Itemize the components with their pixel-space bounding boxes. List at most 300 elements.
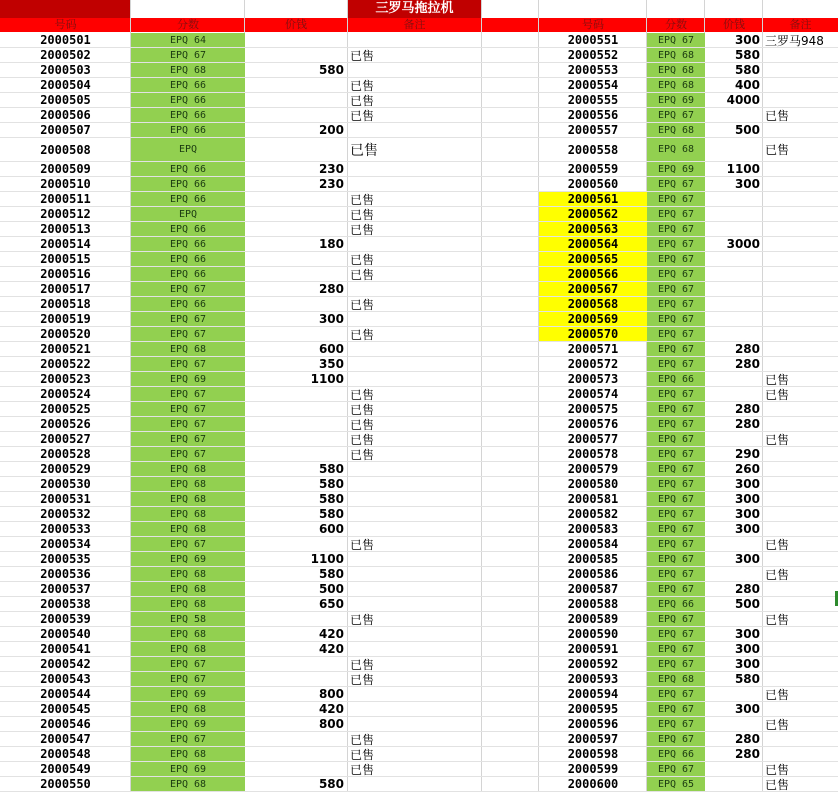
right-score-cell[interactable]: EPQ 67 bbox=[647, 357, 705, 371]
left-note-cell[interactable] bbox=[350, 342, 480, 356]
left-score-cell[interactable]: EPQ 68 bbox=[131, 627, 245, 641]
left-score-cell[interactable]: EPQ 68 bbox=[131, 777, 245, 791]
right-price-cell[interactable] bbox=[705, 717, 763, 731]
left-id-cell[interactable]: 2000505 bbox=[40, 93, 91, 107]
right-note-cell[interactable] bbox=[765, 417, 838, 431]
header-price-right[interactable]: 价钱 bbox=[723, 18, 745, 31]
left-price-cell[interactable]: 650 bbox=[318, 597, 344, 611]
right-id-cell[interactable]: 2000572 bbox=[567, 357, 619, 371]
right-id-cell[interactable]: 2000554 bbox=[567, 78, 619, 92]
left-score-cell[interactable]: EPQ 68 bbox=[131, 507, 245, 521]
right-price-cell[interactable]: 280 bbox=[734, 747, 760, 761]
left-price-cell[interactable]: 800 bbox=[318, 687, 344, 701]
left-note-cell[interactable]: 已售 bbox=[350, 207, 375, 221]
right-id-cell[interactable]: 2000587 bbox=[567, 582, 619, 596]
right-id-cell[interactable]: 2000567 bbox=[539, 282, 647, 296]
right-id-cell[interactable]: 2000565 bbox=[539, 252, 647, 266]
right-score-cell[interactable]: EPQ 67 bbox=[647, 657, 705, 671]
right-price-cell[interactable]: 580 bbox=[734, 63, 760, 77]
right-id-cell[interactable]: 2000598 bbox=[567, 747, 619, 761]
right-price-cell[interactable] bbox=[705, 387, 763, 401]
left-id-cell[interactable]: 2000514 bbox=[40, 237, 91, 251]
right-score-cell[interactable]: EPQ 67 bbox=[647, 267, 705, 281]
left-score-cell[interactable]: EPQ 69 bbox=[131, 762, 245, 776]
left-price-cell[interactable] bbox=[245, 327, 347, 341]
right-price-cell[interactable]: 300 bbox=[734, 522, 760, 536]
right-note-cell[interactable]: 三罗马948 bbox=[765, 33, 824, 47]
right-score-cell[interactable]: EPQ 67 bbox=[647, 207, 705, 221]
left-id-cell[interactable]: 2000527 bbox=[40, 432, 91, 446]
header-note-right[interactable]: 备注 bbox=[789, 18, 812, 31]
left-price-cell[interactable] bbox=[245, 417, 347, 431]
left-note-cell[interactable] bbox=[350, 312, 480, 326]
right-price-cell[interactable]: 280 bbox=[734, 342, 760, 356]
right-price-cell[interactable] bbox=[705, 777, 763, 791]
right-id-cell[interactable]: 2000600 bbox=[567, 777, 619, 791]
right-score-cell[interactable]: EPQ 67 bbox=[647, 687, 705, 701]
right-id-cell[interactable]: 2000595 bbox=[567, 702, 619, 716]
left-id-cell[interactable]: 2000520 bbox=[40, 327, 91, 341]
left-note-cell[interactable]: 已售 bbox=[350, 537, 375, 551]
right-id-cell[interactable]: 2000559 bbox=[567, 162, 619, 176]
right-note-cell[interactable] bbox=[765, 282, 838, 296]
left-score-cell[interactable]: EPQ 68 bbox=[131, 642, 245, 656]
right-score-cell[interactable]: EPQ 67 bbox=[647, 717, 705, 731]
left-score-cell[interactable]: EPQ 68 bbox=[131, 747, 245, 761]
right-note-cell[interactable]: 已售 bbox=[765, 567, 790, 581]
right-price-cell[interactable] bbox=[705, 108, 763, 122]
right-score-cell[interactable]: EPQ 67 bbox=[647, 612, 705, 626]
left-price-cell[interactable]: 200 bbox=[318, 123, 344, 137]
right-price-cell[interactable] bbox=[705, 297, 763, 311]
left-price-cell[interactable] bbox=[245, 192, 347, 206]
left-id-cell[interactable]: 2000502 bbox=[40, 48, 91, 62]
left-id-cell[interactable]: 2000537 bbox=[40, 582, 91, 596]
right-note-cell[interactable]: 已售 bbox=[765, 432, 790, 446]
right-score-cell[interactable]: EPQ 68 bbox=[647, 48, 705, 62]
right-price-cell[interactable]: 580 bbox=[734, 672, 760, 686]
left-id-cell[interactable]: 2000512 bbox=[40, 207, 91, 221]
right-note-cell[interactable] bbox=[765, 732, 838, 746]
right-price-cell[interactable]: 280 bbox=[734, 402, 760, 416]
right-id-cell[interactable]: 2000574 bbox=[567, 387, 619, 401]
left-price-cell[interactable]: 350 bbox=[318, 357, 344, 371]
right-score-cell[interactable]: EPQ 67 bbox=[647, 762, 705, 776]
right-id-cell[interactable]: 2000553 bbox=[567, 63, 619, 77]
header-note-left[interactable]: 备注 bbox=[403, 18, 426, 31]
left-note-cell[interactable] bbox=[350, 123, 480, 137]
left-id-cell[interactable]: 2000531 bbox=[40, 492, 91, 506]
right-price-cell[interactable]: 300 bbox=[734, 657, 760, 671]
left-price-cell[interactable] bbox=[245, 33, 347, 47]
right-price-cell[interactable]: 1100 bbox=[726, 162, 760, 176]
right-price-cell[interactable] bbox=[705, 282, 763, 296]
left-id-cell[interactable]: 2000521 bbox=[40, 342, 91, 356]
right-note-cell[interactable] bbox=[765, 93, 838, 107]
left-score-cell[interactable]: EPQ 64 bbox=[131, 33, 245, 47]
left-note-cell[interactable]: 已售 bbox=[350, 297, 375, 311]
right-score-cell[interactable]: EPQ 68 bbox=[647, 672, 705, 686]
right-note-cell[interactable] bbox=[765, 462, 838, 476]
right-price-cell[interactable]: 500 bbox=[734, 123, 760, 137]
right-note-cell[interactable] bbox=[765, 357, 838, 371]
left-id-cell[interactable]: 2000503 bbox=[40, 63, 91, 77]
right-id-cell[interactable]: 2000569 bbox=[539, 312, 647, 326]
right-id-cell[interactable]: 2000592 bbox=[567, 657, 619, 671]
right-id-cell[interactable]: 2000591 bbox=[567, 642, 619, 656]
left-score-cell[interactable]: EPQ 68 bbox=[131, 477, 245, 491]
left-id-cell[interactable]: 2000519 bbox=[40, 312, 91, 326]
right-id-cell[interactable]: 2000570 bbox=[539, 327, 647, 341]
header-id-right[interactable]: 号码 bbox=[582, 18, 604, 31]
right-price-cell[interactable] bbox=[705, 432, 763, 446]
left-id-cell[interactable]: 2000547 bbox=[40, 732, 91, 746]
right-id-cell[interactable]: 2000551 bbox=[567, 33, 619, 47]
left-id-cell[interactable]: 2000550 bbox=[40, 777, 91, 791]
left-note-cell[interactable]: 已售 bbox=[350, 432, 375, 446]
right-price-cell[interactable]: 300 bbox=[734, 552, 760, 566]
left-price-cell[interactable]: 180 bbox=[318, 237, 344, 251]
left-price-cell[interactable]: 230 bbox=[318, 162, 344, 176]
right-note-cell[interactable] bbox=[765, 267, 838, 281]
left-note-cell[interactable]: 已售 bbox=[350, 402, 375, 416]
right-score-cell[interactable]: EPQ 67 bbox=[647, 702, 705, 716]
left-score-cell[interactable]: EPQ 67 bbox=[131, 417, 245, 431]
right-price-cell[interactable]: 300 bbox=[734, 477, 760, 491]
left-price-cell[interactable]: 600 bbox=[318, 522, 344, 536]
right-score-cell[interactable]: EPQ 69 bbox=[647, 162, 705, 176]
right-note-cell[interactable] bbox=[765, 402, 838, 416]
left-score-cell[interactable]: EPQ 66 bbox=[131, 192, 245, 206]
right-id-cell[interactable]: 2000566 bbox=[539, 267, 647, 281]
left-score-cell[interactable]: EPQ 68 bbox=[131, 702, 245, 716]
left-price-cell[interactable]: 580 bbox=[318, 492, 344, 506]
left-note-cell[interactable]: 已售 bbox=[350, 387, 375, 401]
left-score-cell[interactable]: EPQ 67 bbox=[131, 657, 245, 671]
right-score-cell[interactable]: EPQ 67 bbox=[647, 642, 705, 656]
left-score-cell[interactable]: EPQ 69 bbox=[131, 687, 245, 701]
sheet-title[interactable]: 三罗马拖拉机 bbox=[348, 0, 481, 18]
right-id-cell[interactable]: 2000563 bbox=[539, 222, 647, 236]
left-score-cell[interactable]: EPQ 67 bbox=[131, 537, 245, 551]
left-note-cell[interactable] bbox=[350, 627, 480, 641]
right-score-cell[interactable]: EPQ 68 bbox=[647, 78, 705, 92]
right-note-cell[interactable] bbox=[765, 78, 838, 92]
right-price-cell[interactable]: 580 bbox=[734, 48, 760, 62]
right-id-cell[interactable]: 2000579 bbox=[567, 462, 619, 476]
left-price-cell[interactable]: 1100 bbox=[310, 372, 344, 386]
right-score-cell[interactable]: EPQ 67 bbox=[647, 327, 705, 341]
right-score-cell[interactable]: EPQ 67 bbox=[647, 33, 705, 47]
right-score-cell[interactable]: EPQ 67 bbox=[647, 447, 705, 461]
left-note-cell[interactable]: 已售 bbox=[350, 93, 375, 107]
left-price-cell[interactable] bbox=[245, 78, 347, 92]
left-note-cell[interactable] bbox=[350, 777, 480, 791]
right-score-cell[interactable]: EPQ 68 bbox=[647, 63, 705, 77]
right-id-cell[interactable]: 2000560 bbox=[567, 177, 619, 191]
right-note-cell[interactable] bbox=[765, 627, 838, 641]
left-price-cell[interactable]: 420 bbox=[318, 627, 344, 641]
left-note-cell[interactable]: 已售 bbox=[350, 192, 375, 206]
right-price-cell[interactable]: 300 bbox=[734, 33, 760, 47]
right-note-cell[interactable] bbox=[765, 222, 838, 236]
right-id-cell[interactable]: 2000573 bbox=[567, 372, 619, 386]
right-note-cell[interactable] bbox=[765, 237, 838, 251]
left-id-cell[interactable]: 2000528 bbox=[40, 447, 91, 461]
left-score-cell[interactable]: EPQ 69 bbox=[131, 372, 245, 386]
right-id-cell[interactable]: 2000597 bbox=[567, 732, 619, 746]
right-price-cell[interactable] bbox=[705, 252, 763, 266]
right-note-cell[interactable] bbox=[765, 327, 838, 341]
right-note-cell[interactable]: 已售 bbox=[765, 387, 790, 401]
left-score-cell[interactable]: EPQ 66 bbox=[131, 108, 245, 122]
left-score-cell[interactable]: EPQ 66 bbox=[131, 123, 245, 137]
left-price-cell[interactable]: 230 bbox=[318, 177, 344, 191]
left-id-cell[interactable]: 2000530 bbox=[40, 477, 91, 491]
right-id-cell[interactable]: 2000589 bbox=[567, 612, 619, 626]
right-price-cell[interactable]: 280 bbox=[734, 582, 760, 596]
left-id-cell[interactable]: 2000504 bbox=[40, 78, 91, 92]
right-note-cell[interactable] bbox=[765, 162, 838, 176]
left-note-cell[interactable] bbox=[350, 597, 480, 611]
right-id-cell[interactable]: 2000599 bbox=[567, 762, 619, 776]
left-note-cell[interactable] bbox=[350, 33, 480, 47]
left-score-cell[interactable]: EPQ 66 bbox=[131, 297, 245, 311]
right-score-cell[interactable]: EPQ 67 bbox=[647, 462, 705, 476]
left-price-cell[interactable]: 580 bbox=[318, 63, 344, 77]
right-id-cell[interactable]: 2000568 bbox=[539, 297, 647, 311]
left-id-cell[interactable]: 2000506 bbox=[40, 108, 91, 122]
right-score-cell[interactable]: EPQ 67 bbox=[647, 477, 705, 491]
left-note-cell[interactable] bbox=[350, 687, 480, 701]
left-price-cell[interactable] bbox=[245, 207, 347, 221]
right-price-cell[interactable]: 280 bbox=[734, 357, 760, 371]
left-price-cell[interactable]: 1100 bbox=[310, 552, 344, 566]
right-price-cell[interactable] bbox=[705, 192, 763, 206]
right-score-cell[interactable]: EPQ 67 bbox=[647, 492, 705, 506]
left-id-cell[interactable]: 2000524 bbox=[40, 387, 91, 401]
left-price-cell[interactable] bbox=[245, 402, 347, 416]
right-id-cell[interactable]: 2000593 bbox=[567, 672, 619, 686]
right-score-cell[interactable]: EPQ 65 bbox=[647, 777, 705, 791]
right-score-cell[interactable]: EPQ 67 bbox=[647, 237, 705, 251]
right-id-cell[interactable]: 2000588 bbox=[567, 597, 619, 611]
right-note-cell[interactable] bbox=[765, 657, 838, 671]
right-score-cell[interactable]: EPQ 67 bbox=[647, 282, 705, 296]
right-note-cell[interactable] bbox=[765, 297, 838, 311]
right-id-cell[interactable]: 2000556 bbox=[567, 108, 619, 122]
right-id-cell[interactable]: 2000577 bbox=[567, 432, 619, 446]
left-note-cell[interactable]: 已售 bbox=[350, 447, 375, 461]
right-price-cell[interactable]: 400 bbox=[734, 78, 760, 92]
left-note-cell[interactable]: 已售 bbox=[350, 762, 375, 776]
header-price-left[interactable]: 价钱 bbox=[285, 18, 307, 31]
left-note-cell[interactable] bbox=[350, 462, 480, 476]
left-note-cell[interactable]: 已售 bbox=[350, 732, 375, 746]
right-note-cell[interactable]: 已售 bbox=[765, 372, 790, 386]
left-score-cell[interactable]: EPQ 68 bbox=[131, 597, 245, 611]
left-note-cell[interactable] bbox=[350, 507, 480, 521]
left-score-cell[interactable]: EPQ 66 bbox=[131, 267, 245, 281]
right-score-cell[interactable]: EPQ 67 bbox=[647, 312, 705, 326]
left-price-cell[interactable]: 500 bbox=[318, 582, 344, 596]
right-score-cell[interactable]: EPQ 67 bbox=[647, 432, 705, 446]
left-id-cell[interactable]: 2000523 bbox=[40, 372, 91, 386]
left-note-cell[interactable] bbox=[350, 522, 480, 536]
right-score-cell[interactable]: EPQ 67 bbox=[647, 417, 705, 431]
right-id-cell[interactable]: 2000557 bbox=[567, 123, 619, 137]
left-id-cell[interactable]: 2000509 bbox=[40, 162, 91, 176]
right-id-cell[interactable]: 2000555 bbox=[567, 93, 619, 107]
right-price-cell[interactable] bbox=[705, 537, 763, 551]
left-score-cell[interactable]: EPQ 67 bbox=[131, 732, 245, 746]
left-score-cell[interactable]: EPQ 67 bbox=[131, 357, 245, 371]
right-id-cell[interactable]: 2000561 bbox=[539, 192, 647, 206]
right-note-cell[interactable] bbox=[765, 642, 838, 656]
right-price-cell[interactable] bbox=[705, 207, 763, 221]
right-price-cell[interactable] bbox=[705, 567, 763, 581]
right-id-cell[interactable]: 2000552 bbox=[567, 48, 619, 62]
left-price-cell[interactable] bbox=[245, 252, 347, 266]
left-note-cell[interactable] bbox=[350, 282, 480, 296]
right-id-cell[interactable]: 2000571 bbox=[567, 342, 619, 356]
left-note-cell[interactable]: 已售 bbox=[350, 108, 375, 122]
right-note-cell[interactable]: 已售 bbox=[765, 687, 790, 701]
right-score-cell[interactable]: EPQ 67 bbox=[647, 507, 705, 521]
left-score-cell[interactable]: EPQ 66 bbox=[131, 162, 245, 176]
left-note-cell[interactable]: 已售 bbox=[350, 657, 375, 671]
left-score-cell[interactable]: EPQ 58 bbox=[131, 612, 245, 626]
right-id-cell[interactable]: 2000581 bbox=[567, 492, 619, 506]
header-score-right[interactable]: 分数 bbox=[665, 18, 687, 31]
left-id-cell[interactable]: 2000549 bbox=[40, 762, 91, 776]
right-id-cell[interactable]: 2000578 bbox=[567, 447, 619, 461]
left-id-cell[interactable]: 2000540 bbox=[40, 627, 91, 641]
left-note-cell[interactable] bbox=[350, 552, 480, 566]
right-note-cell[interactable] bbox=[765, 597, 838, 611]
right-score-cell[interactable]: EPQ 67 bbox=[647, 582, 705, 596]
right-score-cell[interactable]: EPQ 67 bbox=[647, 627, 705, 641]
left-price-cell[interactable]: 600 bbox=[318, 342, 344, 356]
left-price-cell[interactable]: 300 bbox=[318, 312, 344, 326]
left-price-cell[interactable]: 420 bbox=[318, 702, 344, 716]
left-score-cell[interactable]: EPQ 69 bbox=[131, 552, 245, 566]
left-note-cell[interactable]: 已售 bbox=[350, 417, 375, 431]
left-score-cell[interactable]: EPQ 66 bbox=[131, 177, 245, 191]
left-note-cell[interactable] bbox=[350, 702, 480, 716]
left-id-cell[interactable]: 2000542 bbox=[40, 657, 91, 671]
right-score-cell[interactable]: EPQ 67 bbox=[647, 732, 705, 746]
right-score-cell[interactable]: EPQ 67 bbox=[647, 537, 705, 551]
right-score-cell[interactable]: EPQ 67 bbox=[647, 567, 705, 581]
left-note-cell[interactable] bbox=[350, 567, 480, 581]
right-note-cell[interactable] bbox=[765, 672, 838, 686]
left-note-cell[interactable]: 已售 bbox=[350, 48, 375, 62]
left-note-cell[interactable]: 已售 bbox=[350, 672, 375, 686]
right-id-cell[interactable]: 2000582 bbox=[567, 507, 619, 521]
left-id-cell[interactable]: 2000517 bbox=[40, 282, 91, 296]
left-price-cell[interactable] bbox=[245, 108, 347, 122]
left-score-cell[interactable]: EPQ 66 bbox=[131, 222, 245, 236]
left-score-cell[interactable]: EPQ 67 bbox=[131, 402, 245, 416]
left-price-cell[interactable] bbox=[245, 297, 347, 311]
right-note-cell[interactable] bbox=[765, 63, 838, 77]
right-score-cell[interactable]: EPQ 67 bbox=[647, 402, 705, 416]
right-note-cell[interactable]: 已售 bbox=[765, 612, 790, 626]
right-price-cell[interactable]: 300 bbox=[734, 702, 760, 716]
left-id-cell[interactable]: 2000508 bbox=[40, 142, 91, 157]
right-id-cell[interactable]: 2000586 bbox=[567, 567, 619, 581]
right-note-cell[interactable] bbox=[765, 477, 838, 491]
right-price-cell[interactable] bbox=[705, 222, 763, 236]
right-price-cell[interactable] bbox=[705, 372, 763, 386]
right-id-cell[interactable]: 2000594 bbox=[567, 687, 619, 701]
left-score-cell[interactable]: EPQ 69 bbox=[131, 717, 245, 731]
right-score-cell[interactable]: EPQ 67 bbox=[647, 387, 705, 401]
left-id-cell[interactable]: 2000515 bbox=[40, 252, 91, 266]
right-price-cell[interactable]: 3000 bbox=[726, 237, 760, 251]
right-id-cell[interactable]: 2000596 bbox=[567, 717, 619, 731]
right-price-cell[interactable]: 4000 bbox=[726, 93, 760, 107]
left-id-cell[interactable]: 2000526 bbox=[40, 417, 91, 431]
left-id-cell[interactable]: 2000516 bbox=[40, 267, 91, 281]
left-score-cell[interactable]: EPQ bbox=[131, 207, 245, 221]
left-score-cell[interactable]: EPQ 68 bbox=[131, 462, 245, 476]
left-id-cell[interactable]: 2000513 bbox=[40, 222, 91, 236]
right-price-cell[interactable] bbox=[705, 687, 763, 701]
left-id-cell[interactable]: 2000535 bbox=[40, 552, 91, 566]
right-id-cell[interactable]: 2000580 bbox=[567, 477, 619, 491]
right-price-cell[interactable] bbox=[705, 138, 763, 161]
left-price-cell[interactable]: 580 bbox=[318, 462, 344, 476]
right-note-cell[interactable] bbox=[765, 702, 838, 716]
right-id-cell[interactable]: 2000584 bbox=[567, 537, 619, 551]
right-score-cell[interactable]: EPQ 67 bbox=[647, 222, 705, 236]
right-id-cell[interactable]: 2000576 bbox=[567, 417, 619, 431]
left-note-cell[interactable] bbox=[350, 582, 480, 596]
right-score-cell[interactable]: EPQ 67 bbox=[647, 252, 705, 266]
left-price-cell[interactable] bbox=[245, 612, 347, 626]
left-price-cell[interactable] bbox=[245, 447, 347, 461]
left-score-cell[interactable]: EPQ bbox=[131, 138, 245, 161]
right-score-cell[interactable]: EPQ 67 bbox=[647, 552, 705, 566]
left-score-cell[interactable]: EPQ 67 bbox=[131, 327, 245, 341]
right-note-cell[interactable] bbox=[765, 492, 838, 506]
left-note-cell[interactable]: 已售 bbox=[350, 78, 375, 92]
left-id-cell[interactable]: 2000510 bbox=[40, 177, 91, 191]
left-price-cell[interactable]: 580 bbox=[318, 567, 344, 581]
left-id-cell[interactable]: 2000544 bbox=[40, 687, 91, 701]
left-score-cell[interactable]: EPQ 67 bbox=[131, 672, 245, 686]
left-price-cell[interactable] bbox=[245, 762, 347, 776]
left-id-cell[interactable]: 2000529 bbox=[40, 462, 91, 476]
left-id-cell[interactable]: 2000546 bbox=[40, 717, 91, 731]
left-id-cell[interactable]: 2000501 bbox=[40, 33, 91, 47]
right-price-cell[interactable] bbox=[705, 612, 763, 626]
left-id-cell[interactable]: 2000532 bbox=[40, 507, 91, 521]
right-id-cell[interactable]: 2000575 bbox=[567, 402, 619, 416]
right-price-cell[interactable] bbox=[705, 312, 763, 326]
right-id-cell[interactable]: 2000564 bbox=[539, 237, 647, 251]
left-note-cell[interactable]: 已售 bbox=[350, 222, 375, 236]
left-price-cell[interactable]: 800 bbox=[318, 717, 344, 731]
right-id-cell[interactable]: 2000558 bbox=[567, 142, 619, 157]
left-price-cell[interactable]: 280 bbox=[318, 282, 344, 296]
left-price-cell[interactable] bbox=[245, 138, 347, 161]
left-note-cell[interactable] bbox=[350, 357, 480, 371]
right-price-cell[interactable]: 300 bbox=[734, 492, 760, 506]
left-id-cell[interactable]: 2000545 bbox=[40, 702, 91, 716]
